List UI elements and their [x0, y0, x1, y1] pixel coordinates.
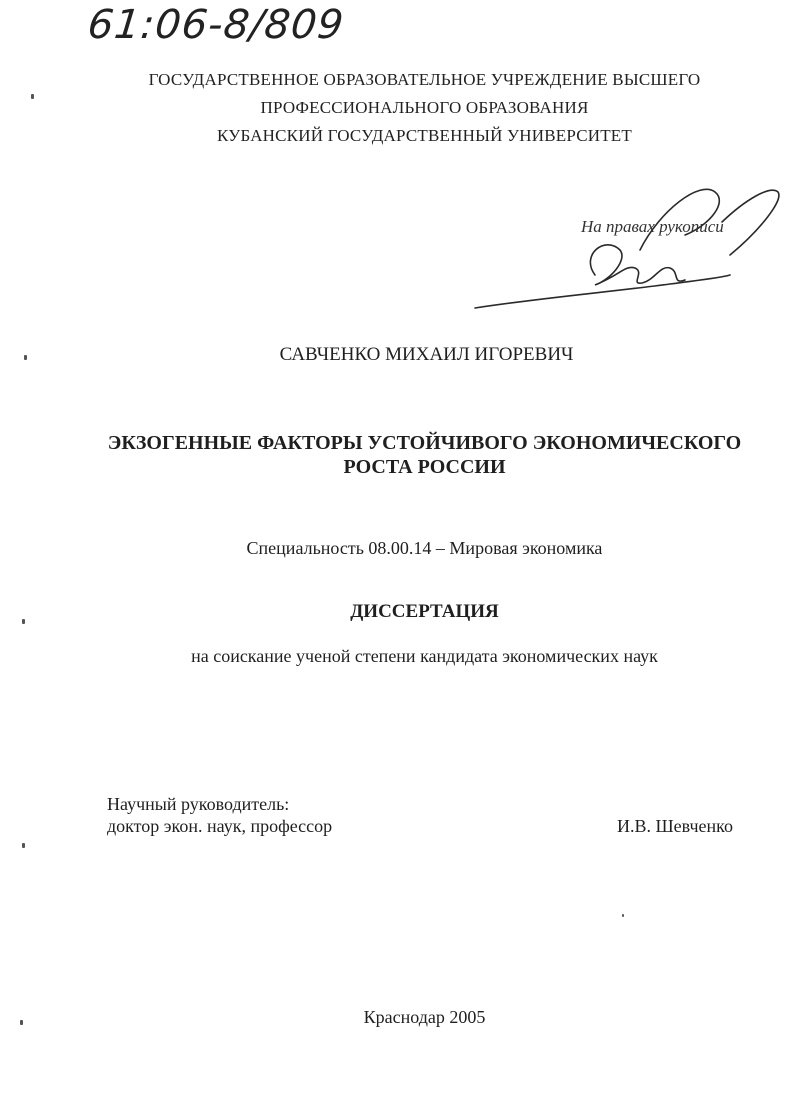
- supervisor-name: И.В. Шевченко: [617, 816, 733, 836]
- archive-code-handwritten: 61:06-8/809: [85, 2, 347, 48]
- scan-speck: [22, 843, 25, 848]
- thesis-title-line-1: ЭКЗОГЕННЫЕ ФАКТОРЫ УСТОЙЧИВОГО ЭКОНОМИЧЕСКОГО: [107, 432, 742, 454]
- institution-line-3: КУБАНСКИЙ ГОСУДАРСТВЕННЫЙ УНИВЕРСИТЕТ: [217, 126, 632, 145]
- supervisor-label: Научный руководитель:: [107, 794, 290, 814]
- scan-speck: [31, 94, 34, 99]
- document-type: ДИССЕРТАЦИЯ: [350, 601, 499, 622]
- degree-purpose: на соискание ученой степени кандидата экономических наук: [191, 646, 658, 666]
- signature-right-loop: [722, 190, 779, 255]
- signature: [460, 180, 780, 320]
- scan-speck: [22, 619, 25, 624]
- supervisor-credentials: доктор экон. наук, профессор: [107, 816, 333, 836]
- scan-speck: [20, 1020, 23, 1025]
- signature-upper-loop: [640, 189, 719, 250]
- institution-line-1: ГОСУДАРСТВЕННОЕ ОБРАЗОВАТЕЛЬНОЕ УЧРЕЖДЕНИЕ ВЫСШЕГО: [148, 70, 701, 89]
- specialty: Специальность 08.00.14 – Мировая экономика: [246, 538, 603, 558]
- scan-speck: [622, 914, 624, 917]
- signature-body: [590, 245, 685, 285]
- place-year: Краснодар 2005: [363, 1007, 486, 1027]
- signature-underline: [475, 275, 730, 308]
- institution-line-2: ПРОФЕССИОНАЛЬНОГО ОБРАЗОВАНИЯ: [260, 98, 589, 117]
- author-name: САВЧЕНКО МИХАИЛ ИГОРЕВИЧ: [279, 344, 574, 365]
- rights-note: На правах рукописи: [581, 217, 724, 236]
- thesis-title-line-2: РОСТА РОССИИ: [343, 456, 506, 478]
- scan-speck: [24, 355, 27, 360]
